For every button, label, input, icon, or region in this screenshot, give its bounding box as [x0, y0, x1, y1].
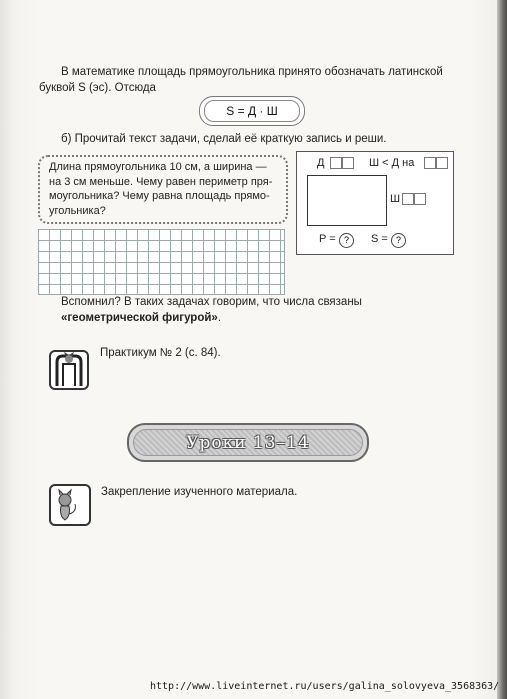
watermark-url: http://www.liveinternet.ru/users/galina_solovyeva_3568363/	[150, 681, 500, 692]
width-less-label: Ш < Д на	[369, 157, 415, 169]
diff-box-2	[436, 157, 448, 169]
intro-line-1: В математике площадь прямоугольника принято обозначать латинской	[61, 66, 443, 78]
practicum-text: Практикум № 2 (с. 84).	[100, 347, 221, 359]
problem-line-4: угольника?	[49, 204, 106, 217]
cat-icon	[49, 484, 91, 526]
perimeter-label: P =	[319, 233, 336, 245]
lessons-banner-title: Уроки 13–14	[133, 429, 363, 456]
width-box-2	[414, 193, 426, 205]
length-box-2	[342, 157, 354, 169]
length-label: Д	[317, 157, 325, 169]
perimeter-question: ?	[339, 233, 354, 248]
consolidation-text: Закрепление изученного материала.	[101, 486, 298, 498]
remember-bold: «геометрической фигурой»	[61, 312, 218, 324]
area-question: ?	[391, 233, 406, 248]
problem-box	[38, 155, 288, 224]
problem-line-1: Длина прямоугольника 10 см, а ширина —	[49, 161, 267, 173]
problem-line-2: на 3 см меньше. Чему равен периметр пря-	[49, 175, 273, 188]
intro-line-2: буквой S (эс). Отсюда	[39, 82, 156, 94]
lessons-banner	[127, 423, 369, 462]
rectangle-diagram	[296, 151, 454, 255]
book-binding	[497, 0, 507, 699]
letter-p-cat-icon	[49, 350, 89, 390]
length-box-1	[330, 157, 342, 169]
area-formula	[199, 96, 305, 126]
rectangle-shape	[307, 175, 387, 226]
area-formula-text: S = Д · Ш	[204, 100, 300, 122]
remember-suffix: .	[217, 312, 222, 324]
area-label: S =	[371, 233, 388, 245]
remember-text	[61, 294, 461, 326]
task-b-instruction: б) Прочитай текст задачи, сделай её краткую запись и реши.	[61, 133, 387, 145]
problem-line-3: моугольника? Чему равна площадь прямо-	[49, 190, 270, 202]
width-label: Ш	[390, 193, 401, 205]
diff-box-1	[424, 157, 436, 169]
remember-prefix: Вспомнил? В таких задачах говорим, что числа связаны	[61, 296, 362, 308]
width-box-1	[402, 193, 414, 205]
answer-grid	[38, 229, 285, 295]
